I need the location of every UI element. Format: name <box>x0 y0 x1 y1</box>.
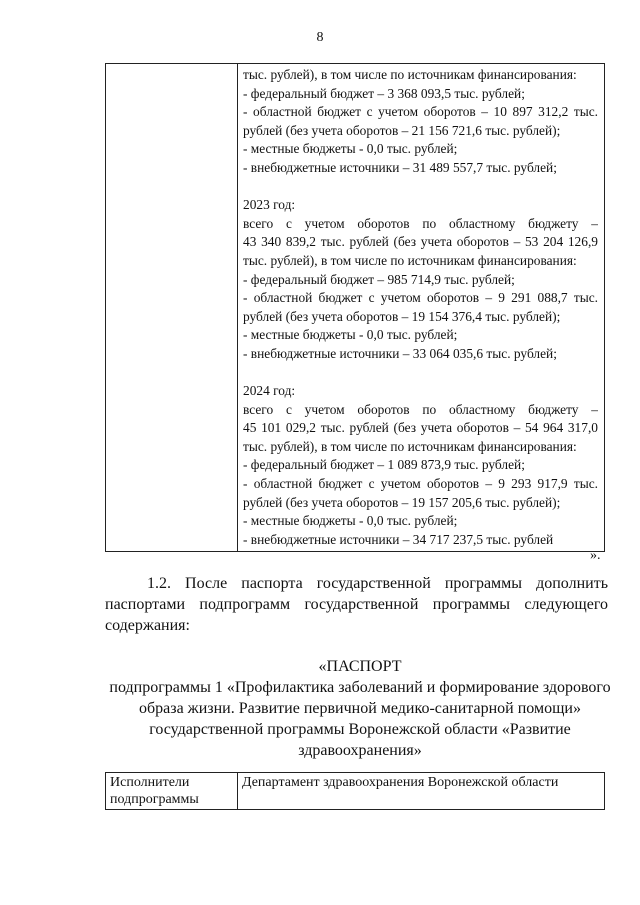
funding-line: рублей (без учета оборотов – 19 157 205,6 тыс. рублей); <box>243 494 561 510</box>
funding-line: тыс. рублей), в том числе по источникам финансирования: <box>243 67 577 82</box>
funding-line: - внебюджетные источники – 33 064 035,6 тыс. рублей; <box>243 345 557 361</box>
passport-subtitle-line: образа жизни. Развитие первичной медико-санитарной помощи» <box>139 700 581 717</box>
paragraph-line: содержания: <box>105 617 190 634</box>
paragraph-1-2 <box>105 573 608 636</box>
passport-subtitle-line: подпрограммы 1 «Профилактика заболеваний и формирование здорового <box>109 679 611 696</box>
funding-line: - местные бюджеты - 0,0 тыс. рублей; <box>243 513 458 529</box>
funding-line: тыс. рублей), в том числе по источникам финансирования: <box>243 252 577 268</box>
funding-line: - областной бюджет с учетом оборотов – 9 291 088,7 тыс. <box>243 290 598 306</box>
table-row <box>106 773 605 810</box>
passport-title: «ПАСПОРТ <box>318 658 402 675</box>
executors-label: Исполнители подпрограммы <box>106 773 238 810</box>
page-number: 8 <box>316 30 324 45</box>
funding-table-value-cell <box>238 64 605 552</box>
executors-value: Департамент здравоохранения Воронежской области <box>238 773 605 810</box>
funding-line: - местные бюджеты - 0,0 тыс. рублей; <box>243 327 458 343</box>
passport-table <box>105 772 605 810</box>
funding-table-continuation <box>105 63 605 552</box>
closing-quote: ». <box>590 548 601 563</box>
funding-table-label-cell <box>106 64 238 552</box>
funding-line: - федеральный бюджет – 3 368 093,5 тыс. рублей; <box>243 85 525 101</box>
funding-line: тыс. рублей), в том числе по источникам финансирования: <box>243 438 577 454</box>
funding-line: рублей (без учета оборотов – 21 156 721,6 тыс. рублей); <box>243 122 561 138</box>
passport-subtitle-line: здравоохранения» <box>298 742 422 759</box>
funding-line: рублей (без учета оборотов – 19 154 376,4 тыс. рублей); <box>243 308 561 324</box>
funding-line: - федеральный бюджет – 985 714,9 тыс. рублей; <box>243 271 515 287</box>
paragraph-line: паспортами подпрограмм государственной программы следующего <box>105 596 608 613</box>
funding-line: - федеральный бюджет – 1 089 873,9 тыс. рублей; <box>243 457 525 473</box>
funding-line: - внебюджетные источники – 34 717 237,5 тыс. рублей <box>243 531 554 547</box>
year-heading: 2024 год: <box>243 383 296 399</box>
blank-line <box>243 178 598 197</box>
funding-line: всего с учетом оборотов по областному бюджету – <box>243 401 598 417</box>
funding-line: - областной бюджет с учетом оборотов – 10 897 312,2 тыс. <box>243 104 598 120</box>
passport-subtitle-line: государственной программы Воронежской области «Развитие <box>149 721 571 738</box>
funding-line: - местные бюджеты - 0,0 тыс. рублей; <box>243 141 458 157</box>
paragraph-line: 1.2. После паспорта государственной программы дополнить <box>147 575 608 592</box>
blank-line <box>243 364 598 383</box>
year-heading: 2023 год: <box>243 197 296 213</box>
funding-line: всего с учетом оборотов по областному бюджету – <box>243 215 598 231</box>
funding-line: 43 340 839,2 тыс. рублей (без учета оборотов – 53 204 126,9 <box>243 234 598 250</box>
funding-line: 45 101 029,2 тыс. рублей (без учета оборотов – 54 964 317,0 <box>243 420 598 436</box>
passport-heading <box>100 656 620 761</box>
funding-line: - областной бюджет с учетом оборотов – 9 293 917,9 тыс. <box>243 476 598 492</box>
funding-line: - внебюджетные источники – 31 489 557,7 тыс. рублей; <box>243 159 557 175</box>
